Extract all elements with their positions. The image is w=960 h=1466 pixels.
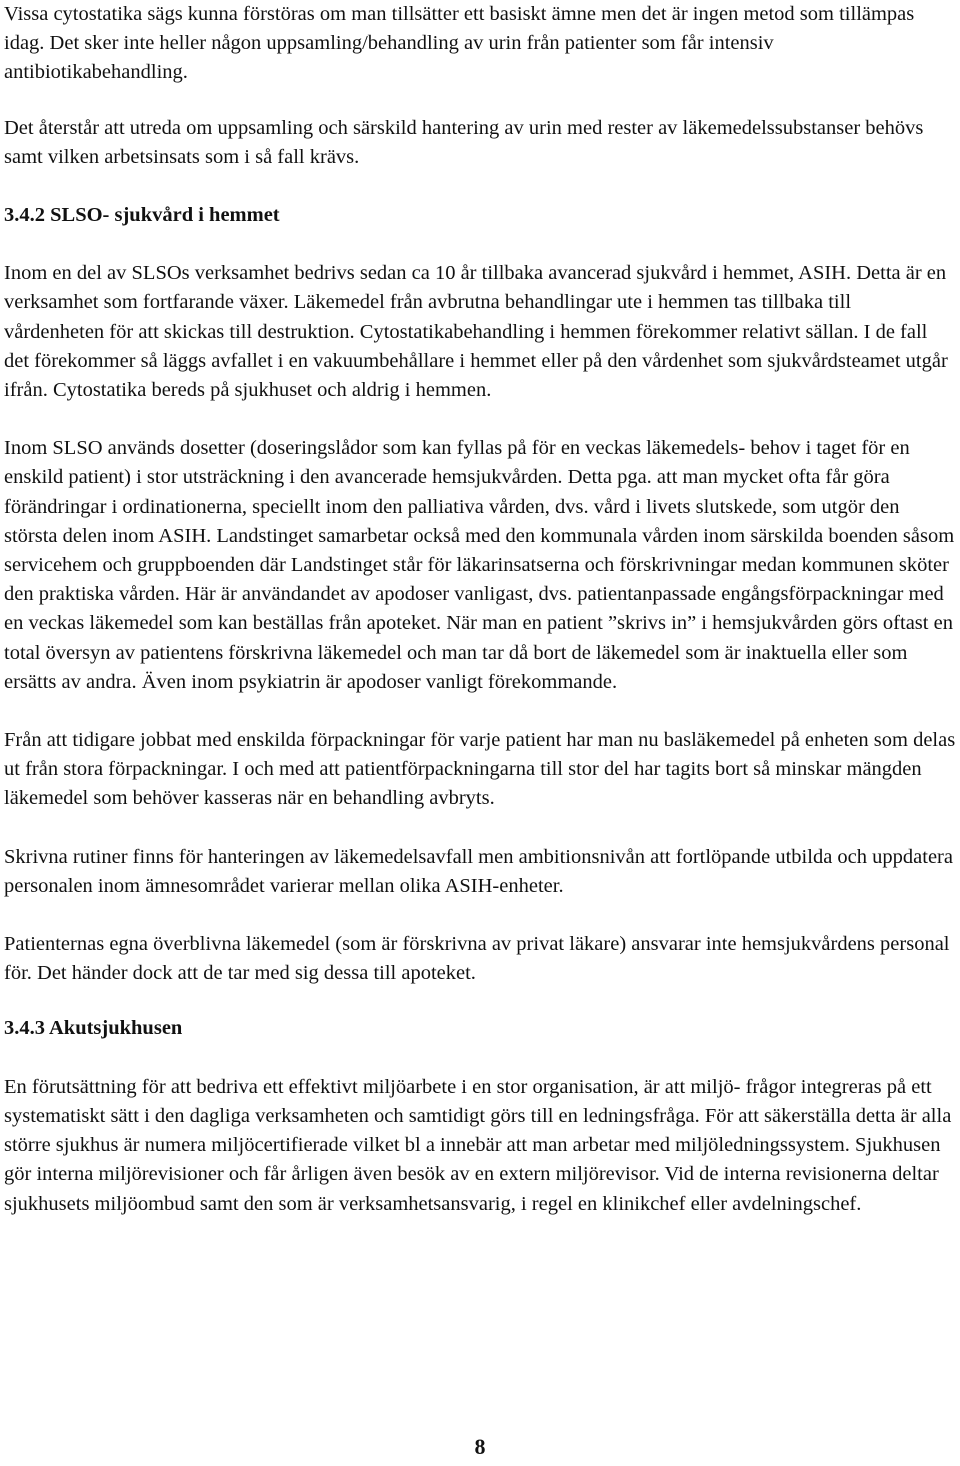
paragraph-uppsamling-urin: Det återstår att utreda om uppsamling och särskild hantering av urin med rester av läkemedelssubstanser behövs samt vilken arbetsinsats som i så fall krävs. — [4, 116, 924, 168]
paragraph-patienternas-lakemedel: Patienternas egna överblivna läkemedel (som är förskrivna av privat läkare) ansvarar inte hemsjukvårdens personal för. Det händer dock att de tar med sig dessa till apoteket. — [4, 933, 950, 985]
paragraph-baslakemedel: Från att tidigare jobbat med enskilda förpackningar för varje patient har man nu basläkemedel på enheten som delas ut från stora förpackningar. I och med att patientförpackningarna till stor del har tagits bort så minskar mängden läkemedel som behöver kasseras när en behandling avbryts. — [4, 729, 956, 810]
paragraph-asih-intro: Inom en del av SLSOs verksamhet bedrivs sedan ca 10 år tillbaka avancerad sjukvård i hemmet, ASIH. Detta är en verksamhet som fortfarande växer. Läkemedel från avbrutna behandlingar ute i hemmen tas tillbaka till vårdenheten för att skickas till destruktion. Cytostatikabehandling i hemmen förekommer relativt sällan. I de fall det förekommer så läggs avfallet i en vakuumbehållare i hemmet eller på den vårdenhet som sjukvårdsteamet utgår ifrån. Cytostatika bereds på sjukhuset och aldrig i hemmen. — [4, 262, 948, 402]
document-page — [4, 0, 956, 1219]
paragraph-miljoarbete: En förutsättning för att bedriva ett effektivt miljöarbete i en stor organisation, är att miljö- frågor integreras på ett systematiskt sätt i den dagliga verksamheten och samtidigt görs till en ledningsfråga. För att säkerställa detta är alla större sjukhus är numera miljöcertifierade vilket bl a innebär att man arbetar med miljöledningssystem. Sjukhusen gör interna miljörevisioner och får årligen även besök av en extern miljörevisor. Vid de interna revisionerna deltar sjukhusets miljöombud samt den som är verksamhetsansvarig, i regel en klinikchef eller avdelningschef. — [4, 1075, 952, 1215]
paragraph-skrivna-rutiner: Skrivna rutiner finns för hanteringen av läkemedelsavfall men ambitionsnivån att fortlöpande utbilda och uppdatera personalen inom ämnesområdet varierar mellan olika ASIH-enheter. — [4, 845, 953, 897]
section-heading-akutsjukhusen: 3.4.3 Akutsjukhusen — [4, 1017, 183, 1040]
section-heading-slso: 3.4.2 SLSO- sjukvård i hemmet — [4, 204, 280, 227]
page-number: 8 — [474, 1434, 486, 1459]
paragraph-cytostatika-basiskt: Vissa cytostatika sägs kunna förstöras om man tillsätter ett basiskt ämne men det är ingen metod som tillämpas idag. Det sker inte heller någon uppsamling/behandling av urin från patienter som får intensiv antibiotikabehandling. — [4, 3, 915, 84]
paragraph-dosetter: Inom SLSO används dosetter (doseringslådor som kan fyllas på för en veckas läkemedels- behov i taget för en enskild patient) i stor utsträckning i den avancerade hemsjukvården. Detta pga. att man mycket ofta får göra förändringar i ordinationerna, speciellt inom den palliativa vården, dvs. vård i livets slutskede, som utgör den största delen inom ASIH. Landstinget samarbetar också med den kommunala vården inom särskilda boenden såsom servicehem och gruppboenden där Landstinget står för läkarinsatserna och förskrivningar medan kommunen sköter den praktiska vården. Här är användandet av apodoser vanligast, dvs. patientanpassade engångsförpackningar med en veckas läkemedel som kan beställas från apoteket. När man en patient ”skrivs in” i hemsjukvården görs oftast en total översyn av patientens förskrivna läkemedel och man tar då bort de läkemedel som är inaktuella eller som ersätts av andra. Även inom psykiatrin är apodoser vanligt förekommande. — [4, 437, 955, 693]
